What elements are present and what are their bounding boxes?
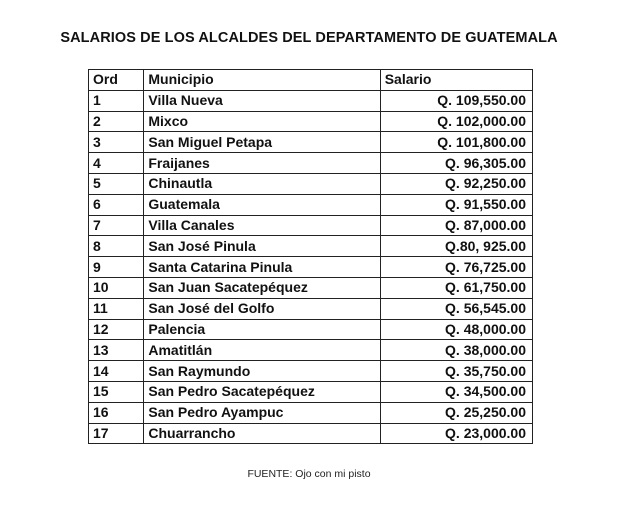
salario-cell: Q. 96,305.00: [380, 153, 532, 174]
salario-cell: Q. 91,550.00: [380, 194, 532, 215]
municipio-cell: Mixco: [144, 111, 380, 132]
ord-cell: 9: [89, 257, 144, 278]
salario-cell: Q. 38,000.00: [380, 340, 532, 361]
salaries-table: [88, 69, 533, 444]
ord-cell: 5: [89, 173, 144, 194]
salario-cell: Q.80, 925.00: [380, 236, 532, 257]
table-row: [89, 236, 533, 257]
ord-cell: 17: [89, 423, 144, 444]
table-row: [89, 132, 533, 153]
header-municipio: Municipio: [144, 70, 380, 91]
salario-cell: Q. 25,250.00: [380, 402, 532, 423]
table-row: [89, 319, 533, 340]
ord-cell: 10: [89, 277, 144, 298]
salario-cell: Q. 109,550.00: [380, 90, 532, 111]
ord-cell: 4: [89, 153, 144, 174]
salario-cell: Q. 92,250.00: [380, 173, 532, 194]
municipio-cell: San José del Golfo: [144, 298, 380, 319]
header-ord: Ord: [89, 70, 144, 91]
ord-cell: 7: [89, 215, 144, 236]
table-row: [89, 111, 533, 132]
table-row: [89, 173, 533, 194]
salario-cell: Q. 61,750.00: [380, 277, 532, 298]
table-body: [89, 90, 533, 444]
salario-cell: Q. 76,725.00: [380, 257, 532, 278]
table-row: [89, 298, 533, 319]
municipio-cell: Santa Catarina Pinula: [144, 257, 380, 278]
table-row: [89, 361, 533, 382]
ord-cell: 15: [89, 381, 144, 402]
header-salario: Salario: [380, 70, 532, 91]
salario-cell: Q. 48,000.00: [380, 319, 532, 340]
salario-cell: Q. 23,000.00: [380, 423, 532, 444]
municipio-cell: San José Pinula: [144, 236, 380, 257]
municipio-cell: San Raymundo: [144, 361, 380, 382]
municipio-cell: San Juan Sacatepéquez: [144, 277, 380, 298]
municipio-cell: Amatitlán: [144, 340, 380, 361]
table-row: [89, 423, 533, 444]
salario-cell: Q. 102,000.00: [380, 111, 532, 132]
ord-cell: 11: [89, 298, 144, 319]
municipio-cell: San Pedro Ayampuc: [144, 402, 380, 423]
ord-cell: 2: [89, 111, 144, 132]
table-row: [89, 402, 533, 423]
municipio-cell: San Pedro Sacatepéquez: [144, 381, 380, 402]
table-row: [89, 215, 533, 236]
municipio-cell: Chuarrancho: [144, 423, 380, 444]
table-row: [89, 340, 533, 361]
municipio-cell: Villa Canales: [144, 215, 380, 236]
ord-cell: 16: [89, 402, 144, 423]
salario-cell: Q. 101,800.00: [380, 132, 532, 153]
table-row: [89, 277, 533, 298]
municipio-cell: Fraijanes: [144, 153, 380, 174]
ord-cell: 14: [89, 361, 144, 382]
ord-cell: 13: [89, 340, 144, 361]
salario-cell: Q. 34,500.00: [380, 381, 532, 402]
source-note: FUENTE: Ojo con mi pisto: [247, 468, 371, 480]
municipio-cell: San Miguel Petapa: [144, 132, 380, 153]
municipio-cell: Chinautla: [144, 173, 380, 194]
ord-cell: 8: [89, 236, 144, 257]
ord-cell: 3: [89, 132, 144, 153]
salario-cell: Q. 56,545.00: [380, 298, 532, 319]
ord-cell: 1: [89, 90, 144, 111]
table-row: [89, 153, 533, 174]
municipio-cell: Villa Nueva: [144, 90, 380, 111]
table-row: [89, 257, 533, 278]
table-header-row: [89, 70, 533, 91]
document-title: SALARIOS DE LOS ALCALDES DEL DEPARTAMENTO DE GUATEMALA: [60, 30, 558, 46]
table-row: [89, 194, 533, 215]
table-row: [89, 90, 533, 111]
municipio-cell: Guatemala: [144, 194, 380, 215]
table-row: [89, 381, 533, 402]
municipio-cell: Palencia: [144, 319, 380, 340]
salario-cell: Q. 87,000.00: [380, 215, 532, 236]
ord-cell: 6: [89, 194, 144, 215]
salario-cell: Q. 35,750.00: [380, 361, 532, 382]
ord-cell: 12: [89, 319, 144, 340]
